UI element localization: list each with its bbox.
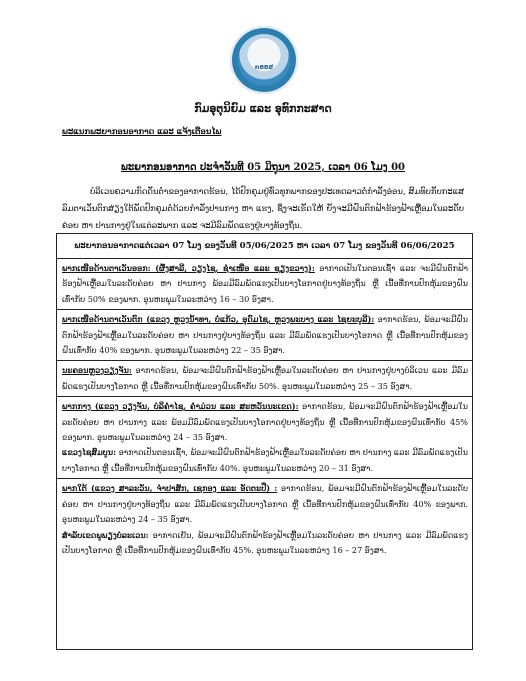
section-title: ພະແນກພະຍາກອນອາກາດ ແລະ ແຈ້ງເຕືອນໄພ (62, 127, 222, 137)
region-label: ພາກໃຕ້ (ແຂວງ ສາລະວັນ, ຈຳປາສັກ, ເຊກອງ ແລະ ອັດຕະປື) : (62, 483, 278, 494)
region-forecast: ອາກາດຮ້ອນ, ພ້ອມຈະມີຝົນຕົກຟ້າຮ້ອງຟ້າເຫຼື້ອມໃນລະດັບຄ່ອຍ ຫາ ປານກາງຢູ່ບາງບໍລິເວນ ແລະ ມີລົມພັດແຮງເປັນບາງໂອກາດ ຫຼື ເນື້ອທີ່ການປົກຫຸ້ມຂອງຝົນເທົ່າກັບ 50%. ອຸນຫະພູມໃນລະຫວ່າງ 25 – 35 ອົງສາ. (62, 365, 468, 391)
sub-region-block (62, 445, 468, 476)
region-forecast: ອາກາດເປັນໃນຕອນເຊົ້າ ແລະ ຈະມີຝົນຕົກຟ້າຮ້ອງຟ້າເຫຼື້ອມໃນລະດັບຄ່ອຍ ຫາ ປານກາງ ພ້ອມມີລົມພັດແຮງເປັນບາງໂອກາດຢູ່ບາງທ້ອງຖິ່ນ ຫຼື ເນື້ອທີ່ການປົກຫຸ້ມຂອງຝົນເທົ່າກັບ 50% ຂອງພາກ. ອຸນຫະພູມໃນລະຫວ່າງ 16 – 30 ອົງສາ. (62, 263, 468, 304)
table-row (57, 310, 472, 361)
region-label: ພາກເໜືອດ້ານຕາເວັນອອກ: (ຜົ້ງສາລີ, ວຽງໄຊ, ຊຳເໜືອ ແລະ ຊຽງຂວາງ): (62, 263, 315, 273)
region-block (62, 399, 468, 445)
region-label: ພາກກາງ (ແຂວງ ວຽງຈັນ, ບໍລິຄຳໄຊ, ຄຳມ່ວນ ແລະ ສະຫວັນນະເຂດ): (62, 401, 299, 412)
forecast-table (56, 233, 473, 650)
department-title: ກົມອຸຕຸນິຍົມ ແລະ ອຸທົກກະສາດ (194, 102, 332, 115)
sub-region-block (62, 528, 468, 559)
intro-paragraph: ບໍລິເວນຄວາມກົດດັນຕໍ່າຂອງອາກາດຮ້ອນ, ໄດ້ປົກຄຸມຢູ່ທົ່ວທຸກພາກຂອງປະເທດລາວຕໍ່ກຳລັງອ່ອນ, ສົມທົບກັບກະແສລົມຕາເວັນຕົກສ່ຽງໃຕ້ພັດປົກຄຸມຕໍ່ດ້ວຍກຳລັງປານກາງ ຫາ ແຮງ, ຊຶ່ງຈະເຮັດໃຫ້ ຍັງຈະມີຝົນຕົກຟ້າຮ້ອງຟ້າເຫຼື້ອມໃນລະດັບຄ່ອຍ ຫາ ປານກາງຢູ່ໃນແຕ່ລະພາກ ແລະ ຈະມີລົມພັດແຮງຢູ່ບາງທ້ອງຖິ່ນ. (62, 186, 464, 230)
table-row (57, 361, 472, 397)
region-label: ນະຄອນຫຼວງວຽງຈັນ: (62, 365, 132, 376)
region-forecast: ອາກາດຮ້ອນ, ພ້ອມຈະມີຝົນຕົກຟ້າຮ້ອງຟ້າເຫຼື້ອມໃນລະດັບຄ່ອຍ ຫາ ປານກາງຢູ່ບາງທ້ອງຖິ່ນ ແລະ ມີລົມພັດແຮງເປັນບາງໂອກາດ ຫຼື ເນື້ອທີ່ການປົກຫຸ້ມຂອງຝົນເທົ່າກັບ 40% ຂອງພາກ. ອຸນຫະພູມໃນລະຫວ່າງ 22 – 35 ອົງສາ. (62, 314, 468, 356)
region-forecast: ອາກາດຮ້ອນ, ພ້ອມຈະມີຝົນຕົກຟ້າຮ້ອງຟ້າເຫຼື້ອມໃນລະດັບຄ່ອຍ ຫາ ປານກາງ ແລະ ພ້ອມມີລົມພັດແຮງເປັນບາງໂອກາດຢູ່ບາງທ້ອງຖິ່ນ ຫຼື ເນື້ອທີ່ການປົກຫຸ້ມຂອງຝົນເທົ່າກັບ 45% ຂອງພາກ. ອຸນຫະພູມໃນລະຫວ່າງ 24 – 35 ອົງສາ. (62, 401, 468, 443)
table-row (57, 479, 472, 560)
table-row (57, 259, 472, 310)
region-block (62, 481, 468, 527)
sub-region-forecast: ອາກາດເປັນຕອນເຊົ້າ, ພ້ອມຈະມີຝົນຕົກຟ້າຮ້ອງຟ້າເຫຼື້ອມໃນລະດັບຄ່ອຍ ຫາ ປານກາງ ແລະ ມີລົມພັດແຮງເປັນບາງໂອກາດ ຫຼື ເນື້ອທີ່ການປົກຫຸ້ມຂອງຝົນເທົ່າກັບ 40%. ອຸນຫະພູມໃນລະຫວ່າງ 20 – 31 ອົງສາ. (62, 447, 468, 473)
sub-region-label: ສຳລັບເຂດພູພຽງບໍລະເວນ: (62, 529, 149, 540)
logo-text: ກອອສ (254, 64, 274, 71)
table-header: ພະຍາກອນອາກາດແຕ່ເວລາ 07 ໂມງ ຂອງວັນທີ 05/06/2025 ຫາ ເວລາ 07 ໂມງ ຂອງວັນທີ 06/06/2025 (57, 234, 472, 259)
forecast-headline: ພະຍາກອນອາກາດ ປະຈຳວັນທີ 05 ມິຖຸນາ 2025, ເວລາ 06 ໂມງ 00 (120, 162, 406, 173)
region-label: ພາກເໜືອດ້ານຕາເວັນຕົກ (ແຂວງ ຫຼວງນ້ຳທາ, ບໍ່ແກ້ວ, ອຸດົມໄຊ, ຫຼວງພະບາງ ແລະ ໄຊຍະບູລີ): (62, 314, 375, 325)
region-forecast: ອາກາດຮ້ອນ, ພ້ອມຈະມີຝົນຕົກຟ້າຮ້ອງຟ້າເຫຼື້ອມໃນລະດັບຄ່ອຍ ຫາ ປານກາງຢູ່ບາງທ້ອງຖິ່ນ ແລະ ມີລົມພັດແຮງເປັນບາງໂອກາດ ຫຼື ເນື້ອທີ່ການປົກຫຸ້ມຂອງຝົນເທົ່າກັບ 40% ຂອງພາກ. ອຸນຫະພູມໃນລະຫວ່າງ 24 – 35 ອົງສາ. (62, 483, 468, 525)
sub-region-label: ແຂວງໄຊສົມບູນ: (62, 447, 117, 458)
cloud-sun-icon (238, 34, 290, 86)
sub-region-forecast: ອາກາດເຢັນ, ພ້ອມຈະມີຝົນຕົກຟ້າຮ້ອງຟ້າເຫຼື້ອມໃນລະດັບຄ່ອຍ ຫາ ປານກາງ ແລະ ມີລົມພັດແຮງເປັນບາງໂອກາດ ຫຼື ເນື້ອທີ່ການປົກຫຸ້ມຂອງຝົນເທົ່າກັບ 45%. ອຸນຫະພູມໃນລະຫວ່າງ 16 – 27 ອົງສາ. (62, 529, 468, 555)
department-logo (230, 26, 298, 94)
table-row (57, 397, 472, 479)
